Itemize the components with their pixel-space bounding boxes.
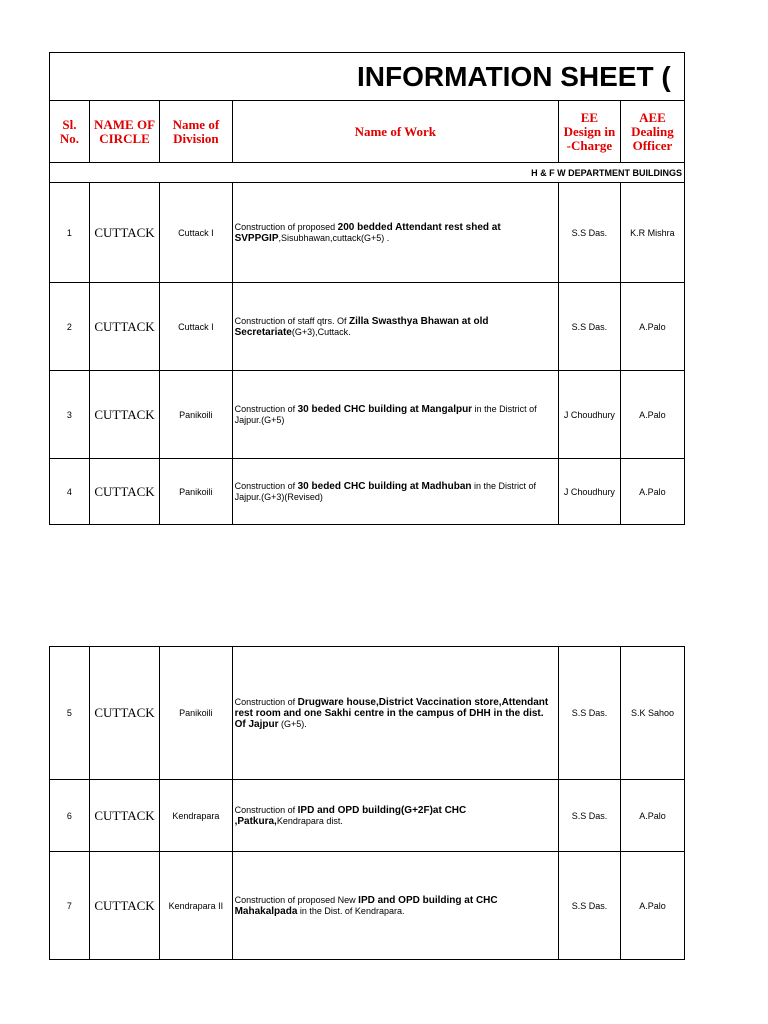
cell-circle: CUTTACK	[89, 852, 159, 960]
cell-work	[232, 647, 558, 780]
cell-aee: A.Palo	[620, 852, 684, 960]
cell-division: Panikoili	[160, 459, 232, 525]
work-text-post: (G+5).	[278, 718, 307, 729]
cell-ee: S.S Das.	[559, 852, 621, 960]
cell-work	[232, 780, 558, 852]
cell-work	[232, 459, 558, 525]
work-text-pre: Construction of	[234, 696, 298, 707]
cell-sl-no: 7	[50, 852, 90, 960]
work-text-bold: Zilla Swasthya Bhawan at old Secretariate	[234, 315, 489, 338]
work-text-bold: Drugware house,District Vaccination store,Attendant rest room and one Sakhi centre in the campus of DHH in the dist. Of Jajpur	[234, 696, 549, 730]
table-body-bottom	[50, 647, 685, 960]
work-text-pre: Construction of staff qtrs. Of	[234, 315, 349, 326]
cell-division: Kendrapara	[160, 780, 232, 852]
cell-circle: CUTTACK	[89, 371, 159, 459]
cell-ee: S.S Das.	[558, 183, 620, 283]
cell-aee: A.Palo	[620, 459, 684, 525]
work-text-pre: Construction of	[234, 403, 298, 414]
cell-ee: S.S Das.	[558, 283, 620, 371]
table-row	[50, 647, 685, 780]
header-work: Name of Work	[232, 101, 558, 163]
cell-sl-no: 6	[50, 780, 90, 852]
cell-aee: K.R Mishra	[620, 183, 684, 283]
cell-sl-no: 5	[50, 647, 90, 780]
cell-work	[232, 283, 558, 371]
cell-circle: CUTTACK	[89, 780, 159, 852]
cell-ee: J Choudhury	[558, 371, 620, 459]
cell-circle: CUTTACK	[89, 459, 159, 525]
cell-sl-no: 1	[50, 183, 90, 283]
table-body-top	[50, 183, 685, 525]
cell-aee: A.Palo	[620, 371, 684, 459]
cell-ee: S.S Das.	[559, 780, 621, 852]
cell-division: Panikoili	[160, 647, 232, 780]
cell-sl-no: 2	[50, 283, 90, 371]
header-circle: NAME OF CIRCLE	[89, 101, 159, 163]
table-row	[50, 852, 685, 960]
cell-work	[232, 371, 558, 459]
cell-circle: CUTTACK	[89, 647, 159, 780]
work-text-post: in the District of Jajpur.(G+5)	[234, 403, 537, 425]
cell-aee: A.Palo	[620, 283, 684, 371]
cell-division: Panikoili	[160, 371, 232, 459]
information-table-top	[49, 52, 685, 525]
cell-division: Cuttack I	[160, 183, 232, 283]
cell-circle: CUTTACK	[89, 283, 159, 371]
cell-aee: S.K Sahoo	[620, 647, 684, 780]
sheet-title-cell	[50, 53, 685, 101]
information-table-bottom	[49, 646, 685, 960]
work-text-post: in the District of Jajpur.(G+3)(Revised)	[234, 480, 537, 502]
cell-circle: CUTTACK	[89, 183, 159, 283]
work-text-bold: 30 beded CHC building at Madhuban	[297, 480, 472, 492]
cell-aee: A.Palo	[620, 780, 684, 852]
work-text-pre: Construction of proposed	[234, 221, 338, 232]
header-sl-no: Sl. No.	[50, 101, 90, 163]
work-text-post: in the Dist. of Kendrapara.	[297, 905, 405, 916]
work-text-pre: Construction of	[234, 804, 298, 815]
cell-sl-no: 3	[50, 371, 90, 459]
cell-division: Kendrapara II	[160, 852, 232, 960]
header-aee: AEE Dealing Officer	[620, 101, 684, 163]
table-row	[50, 459, 685, 525]
table-row	[50, 780, 685, 852]
cell-ee: J Choudhury	[558, 459, 620, 525]
table-row	[50, 283, 685, 371]
page-clip-edge	[685, 0, 768, 1024]
work-text-bold: 200 bedded Attendant rest shed at SVPPGIP	[234, 221, 501, 244]
table-row	[50, 371, 685, 459]
cell-work	[232, 183, 558, 283]
work-text-post: Kendrapara dist.	[276, 815, 343, 826]
section-heading: H & F W DEPARTMENT BUILDINGS	[50, 163, 685, 183]
work-text-post: ,Sisubhawan,cuttack(G+5) .	[278, 232, 390, 243]
table-row	[50, 183, 685, 283]
work-text-pre: Construction of	[234, 480, 298, 491]
work-text-bold: 30 beded CHC building at Mangalpur	[297, 403, 473, 415]
cell-division: Cuttack I	[160, 283, 232, 371]
work-text-bold: IPD and OPD building(G+2F)at CHC ,Patkura,	[234, 804, 467, 827]
cell-ee: S.S Das.	[559, 647, 621, 780]
header-ee: EE Design in -Charge	[558, 101, 620, 163]
cell-sl-no: 4	[50, 459, 90, 525]
cell-work	[232, 852, 558, 960]
work-text-pre: Construction of proposed New	[234, 894, 359, 905]
sheet-title: INFORMATION SHEET (	[357, 60, 671, 92]
header-division: Name of Division	[160, 101, 232, 163]
work-text-bold: IPD and OPD building at CHC Mahakalpada	[234, 894, 498, 917]
work-text-post: (G+3),Cuttack.	[291, 326, 351, 337]
